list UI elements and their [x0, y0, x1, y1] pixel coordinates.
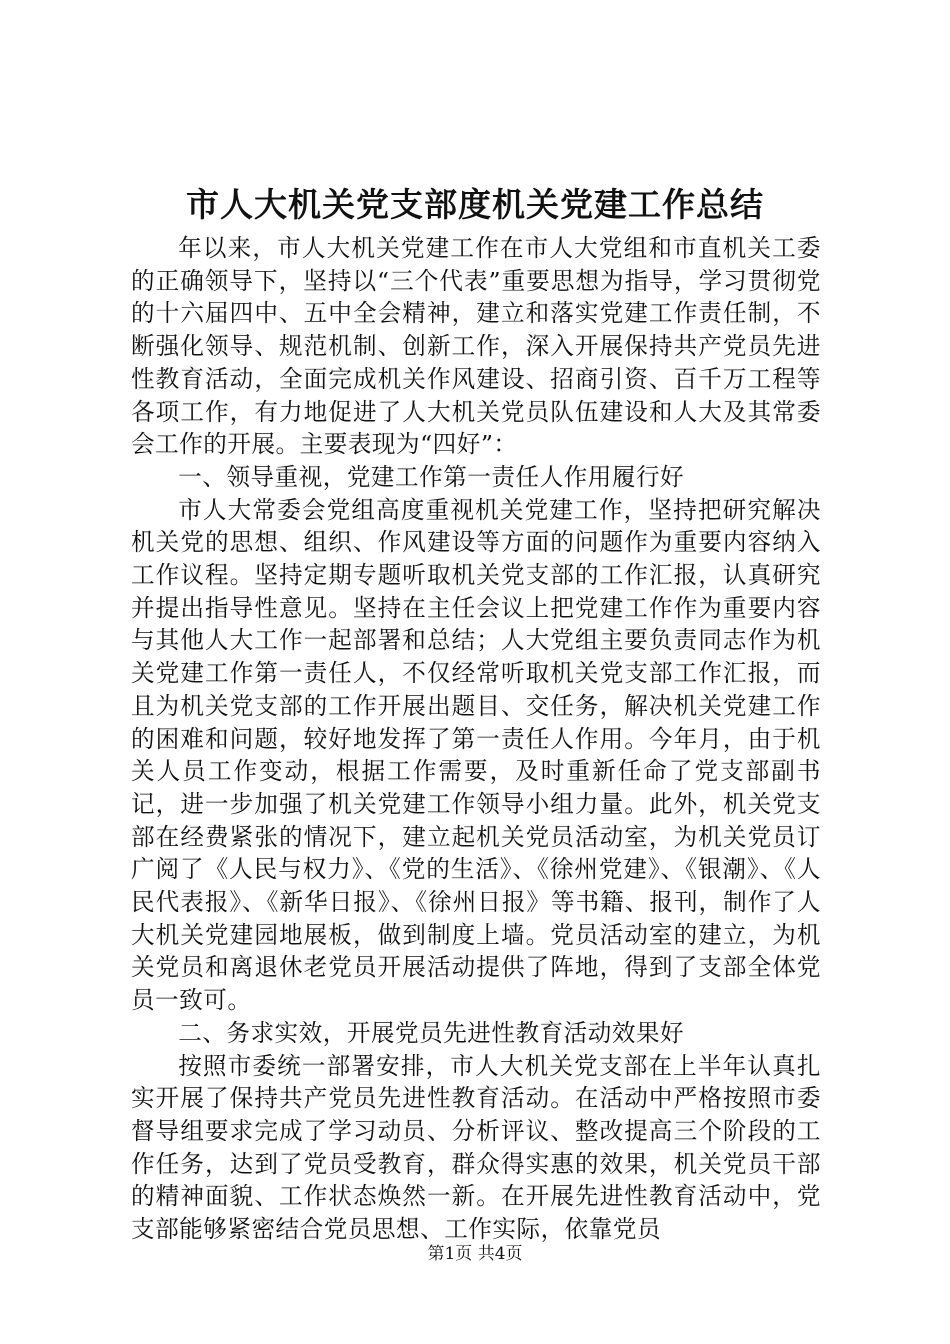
section-heading-2: 二、务求实效，开展党员先进性教育活动效果好	[178, 1018, 685, 1047]
paragraph-intro: 年以来，市人大机关党建工作在市人大党组和市直机关工委的正确领导下，坚持以“三个代表”重要思想为指导，学习贯彻党的十六届四中、五中全会精神，建立和落实党建工作责任制，不断强化领导、规范机制、创新工作，深入开展保持共产党员先进性教育活动，全面完成机关作风建设、招商引资、百千万工程等各项工作，有力地促进了人大机关党员队伍建设和人大及其常委会工作的开展。主要表现为“四好”：	[131, 234, 821, 459]
paragraph-section-2: 按照市委统一部署安排，市人大机关党支部在上半年认真扎实开展了保持共产党员先进性教育活动。在活动中严格按照市委督导组要求完成了学习动员、分析评议、整改提高三个阶段的工作任务，达到了党员受教育，群众得实惠的效果，机关党员干部的精神面貌、工作状态焕然一新。在开展先进性教育活动中，党支部能够紧密结合党员思想、工作实际，依靠党员	[131, 1051, 821, 1244]
document-title: 市人大机关党支部度机关党建工作总结	[186, 185, 764, 224]
paragraph-section-1: 市人大常委会党组高度重视机关党建工作，坚持把研究解决机关党的思想、组织、作风建设等方面的问题作为重要内容纳入工作议程。坚持定期专题听取机关党支部的工作汇报，认真研究并提出指导性意见。坚持在主任会议上把党建工作作为重要内容与其他人大工作一起部署和总结；人大党组主要负责同志作为机关党建工作第一责任人，不仅经常听取机关党支部工作汇报，而且为机关党支部的工作开展出题目、交任务，解决机关党建工作的困难和问题，较好地发挥了第一责任人作用。今年月，由于机关人员工作变动，根据工作需要，及时重新任命了党支部副书记，进一步加强了机关党建工作领导小组力量。此外，机关党支部在经费紧张的情况下，建立起机关党员活动室，为机关党员订广阅了《人民与权力》、《党的生活》、《徐州党建》、《银潮》、《人民代表报》、《新华日报》、《徐州日报》等书籍、报刊，制作了人大机关党建园地展板，做到制度上墙。党员活动室的建立，为机关党员和离退休老党员开展活动提供了阵地，得到了支部全体党员一致可。	[131, 495, 821, 1015]
document-body	[131, 232, 821, 1246]
page-number: 第1页	[427, 1244, 473, 1264]
section-heading-1: 一、领导重视，党建工作第一责任人作用履行好	[178, 462, 685, 491]
page-footer	[0, 1242, 950, 1266]
page-total: 共4页	[477, 1244, 523, 1264]
